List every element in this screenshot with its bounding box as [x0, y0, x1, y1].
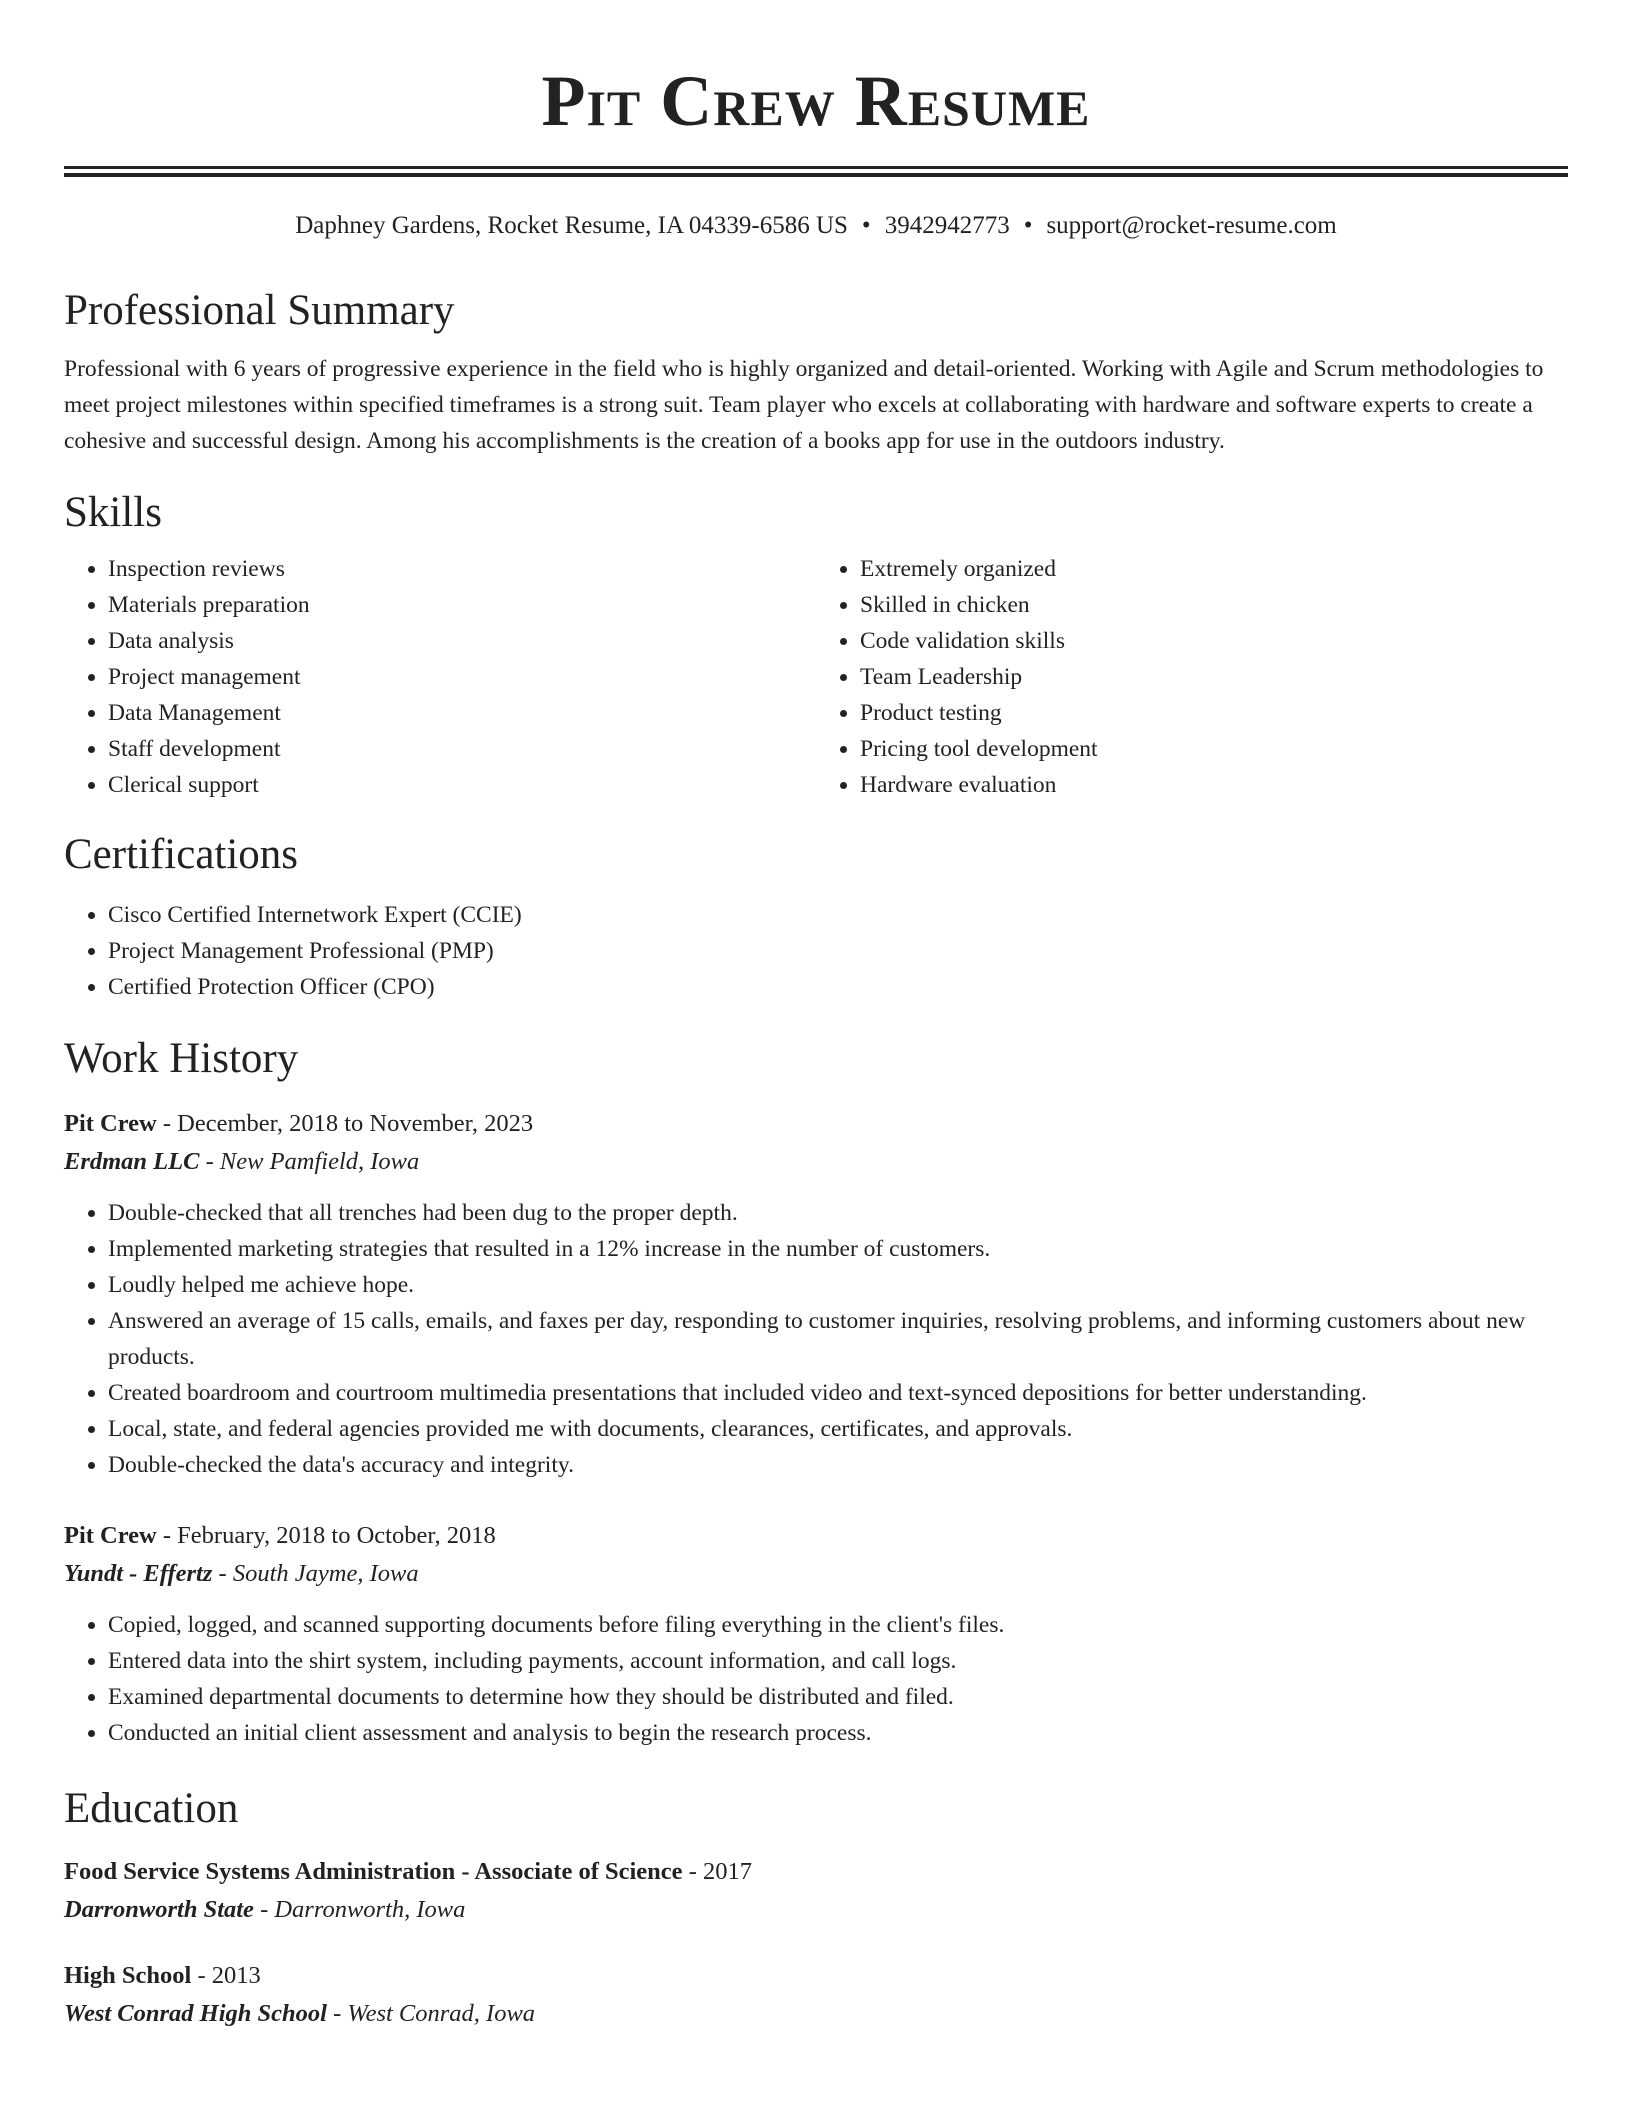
- job-company-line: Yundt - Effertz - South Jayme, Iowa: [64, 1560, 419, 1587]
- skill-item: • Project management: [108, 659, 816, 695]
- job-entry: [64, 1105, 1568, 1483]
- skill-item: • Hardware evaluation: [860, 767, 1568, 803]
- job-company-line: Erdman LLC - New Pamfield, Iowa: [64, 1148, 420, 1175]
- job-bullet: • Answered an average of 15 calls, emails, and faxes per day, responding to customer inquiries, resolving problems, and informing customers about new products.: [108, 1303, 1568, 1375]
- separator-dot: •: [861, 212, 871, 239]
- job-entry: [64, 1517, 1568, 1751]
- skill-item: • Clerical support: [108, 767, 816, 803]
- job-company: Erdman LLC: [64, 1148, 200, 1175]
- summary-text: Professional with 6 years of progressive experience in the field who is highly organized and detail-oriented. Working with Agile and Scrum methodologies to meet project milestones within specified timeframes is a strong suit. Team player who excels at collaborating with hardware and software experts to create a cohesive and successful design. Among his accomplishments is the creation of a books app for use in the outdoors industry.: [64, 356, 1544, 454]
- job-company: Yundt - Effertz: [64, 1560, 213, 1587]
- skill-item: • Materials preparation: [108, 587, 816, 623]
- skills-columns: [64, 551, 1568, 803]
- section-heading-skills: Skills: [64, 489, 162, 536]
- education-location: West Conrad, Iowa: [347, 2000, 536, 2027]
- skill-item: • Staff development: [108, 731, 816, 767]
- skill-item: • Inspection reviews: [108, 551, 816, 587]
- job-bullet: • Local, state, and federal agencies provided me with documents, clearances, certificates, and approvals.: [108, 1411, 1568, 1447]
- job-bullet: • Created boardroom and courtroom multimedia presentations that included video and text-synced depositions for better understanding.: [108, 1375, 1568, 1411]
- job-title: Pit Crew: [64, 1522, 157, 1549]
- job-bullet: • Conducted an initial client assessment and analysis to begin the research process.: [108, 1715, 1568, 1751]
- education-degree-line: High School - 2013: [64, 1962, 261, 1989]
- job-bullet: • Examined departmental documents to determine how they should be distributed and filed.: [108, 1679, 1568, 1715]
- job-bullets: [64, 1607, 1568, 1751]
- resume-title: Pit Crew Resume: [541, 61, 1091, 141]
- certification-item: • Project Management Professional (PMP): [108, 933, 1568, 969]
- education-school-line: Darronworth State - Darronworth, Iowa: [64, 1896, 466, 1923]
- certification-item: • Certified Protection Officer (CPO): [108, 969, 1568, 1005]
- job-dates: December, 2018 to November, 2023: [177, 1110, 534, 1137]
- contact-line: [64, 209, 1568, 243]
- education-degree: Food Service Systems Administration - Associate of Science: [64, 1858, 683, 1885]
- education-school-line: West Conrad High School - West Conrad, Iowa: [64, 2000, 536, 2027]
- education-school: Darronworth State: [64, 1896, 254, 1923]
- skill-item: • Team Leadership: [860, 659, 1568, 695]
- contact-phone: 3942942773: [884, 212, 1010, 239]
- education-degree-line: Food Service Systems Administration - Associate of Science - 2017: [64, 1858, 752, 1885]
- job-bullet: • Loudly helped me achieve hope.: [108, 1267, 1568, 1303]
- job-bullet: • Copied, logged, and scanned supporting documents before filing everything in the client's files.: [108, 1607, 1568, 1643]
- skill-item: • Product testing: [860, 695, 1568, 731]
- section-heading-work-history: Work History: [64, 1035, 299, 1082]
- skills-list-left: [64, 551, 816, 803]
- skill-item: • Data analysis: [108, 623, 816, 659]
- title-divider: [64, 166, 1568, 177]
- education-degree: High School: [64, 1962, 192, 1989]
- job-bullet: • Double-checked that all trenches had been dug to the proper depth.: [108, 1195, 1568, 1231]
- job-bullet: • Entered data into the shirt system, including payments, account information, and call logs.: [108, 1643, 1568, 1679]
- contact-address: Daphney Gardens, Rocket Resume, IA 04339-6586 US: [295, 212, 848, 239]
- separator-dot: •: [1023, 212, 1033, 239]
- contact-email[interactable]: support@rocket-resume.com: [1046, 212, 1337, 239]
- section-heading-certifications: Certifications: [64, 831, 299, 878]
- education-school: West Conrad High School: [64, 2000, 327, 2027]
- skill-item: • Code validation skills: [860, 623, 1568, 659]
- job-title-line: Pit Crew - February, 2018 to October, 2018: [64, 1522, 496, 1549]
- skill-item: • Pricing tool development: [860, 731, 1568, 767]
- job-location: South Jayme, Iowa: [232, 1560, 419, 1587]
- skill-item: • Skilled in chicken: [860, 587, 1568, 623]
- job-dates: February, 2018 to October, 2018: [177, 1522, 496, 1549]
- skills-list-right: [816, 551, 1568, 803]
- job-bullet: • Double-checked the data's accuracy and integrity.: [108, 1447, 1568, 1483]
- education-year: 2017: [702, 1858, 752, 1885]
- skill-item: • Data Management: [108, 695, 816, 731]
- job-bullet: • Implemented marketing strategies that resulted in a 12% increase in the number of customers.: [108, 1231, 1568, 1267]
- job-title: Pit Crew: [64, 1110, 157, 1137]
- education-entry: [64, 1957, 1568, 2033]
- certification-item: • Cisco Certified Internetwork Expert (CCIE): [108, 897, 1568, 933]
- section-heading-summary: Professional Summary: [64, 287, 455, 334]
- education-location: Darronworth, Iowa: [274, 1896, 466, 1923]
- education-entry: [64, 1853, 1568, 1929]
- job-bullets: [64, 1195, 1568, 1483]
- skill-item: • Extremely organized: [860, 551, 1568, 587]
- section-heading-education: Education: [64, 1785, 239, 1832]
- job-location: New Pamfield, Iowa: [219, 1148, 420, 1175]
- job-title-line: Pit Crew - December, 2018 to November, 2023: [64, 1110, 534, 1137]
- certifications-list: [64, 897, 1568, 1005]
- education-year: 2013: [211, 1962, 261, 1989]
